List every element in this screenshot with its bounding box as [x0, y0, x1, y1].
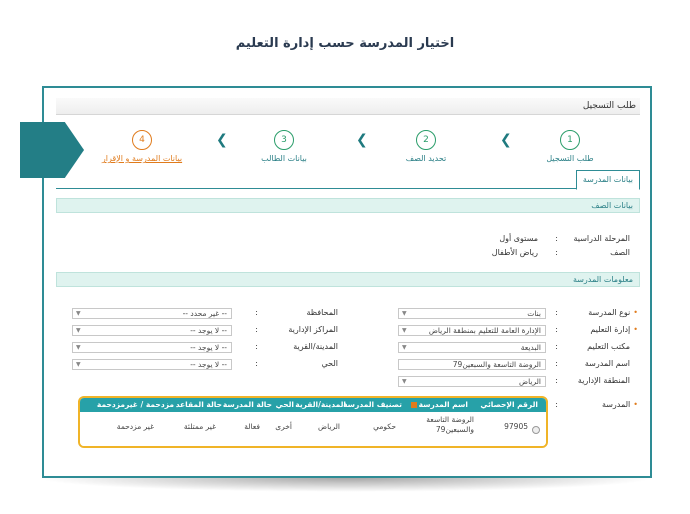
colon: : [255, 359, 258, 368]
step-2-label: تحديد الصف [405, 154, 447, 163]
colon: : [255, 342, 258, 351]
step-4-number: 4 [132, 130, 152, 150]
stage-value: مستوى أول [499, 234, 538, 243]
cell-school-status: فعالة [244, 422, 260, 431]
stage-label: المرحلة الدراسية [573, 234, 630, 243]
cell-school-name: الروضة التاسعة والسبعين79 [426, 415, 474, 434]
col-school-name[interactable] [411, 398, 468, 412]
step-1[interactable] [510, 130, 630, 163]
sort-icon [411, 402, 417, 408]
class-section-title: بيانات الصف [591, 201, 633, 210]
window-header [56, 98, 640, 115]
dropdown-arrow-icon: ▼ [402, 327, 407, 334]
colon: : [555, 400, 558, 409]
governorate-value: -- غير محدد -- [182, 309, 227, 318]
school-name-input[interactable] [398, 359, 546, 370]
col-school-status[interactable]: حالة المدرسة [222, 400, 272, 409]
cell-city: الرياض [318, 422, 340, 431]
edu-admin-select[interactable] [398, 325, 546, 336]
colon: : [555, 248, 558, 257]
window-title: طلب التسجيل [582, 101, 636, 111]
admin-centers-select[interactable] [72, 325, 232, 336]
city-label: المدينة/القرية [293, 342, 338, 351]
city-select[interactable] [72, 342, 232, 353]
chevron-left-icon: ❮ [356, 132, 368, 148]
dropdown-arrow-icon: ▼ [76, 310, 81, 317]
admin-region-select[interactable] [398, 376, 546, 387]
grade-value: رياض الأطفال [491, 248, 538, 257]
tab-school-data[interactable]: بيانات المدرسة [576, 170, 640, 190]
col-city[interactable]: المدينة/القرية [295, 400, 346, 409]
step-1-number: 1 [560, 130, 580, 150]
edu-office-value: البديعة [520, 343, 541, 352]
schools-grid [78, 396, 548, 448]
admin-region-label: المنطقة الإدارية [577, 376, 630, 385]
cell-seats-status: غير ممتلئة [183, 422, 216, 431]
district-select[interactable] [72, 359, 232, 370]
col-stat-number[interactable]: الرقم الإحصائي [480, 400, 538, 409]
dropdown-arrow-icon: ▼ [402, 378, 407, 385]
admin-centers-value: -- لا يوجد -- [190, 326, 227, 335]
school-type-select[interactable] [398, 308, 546, 319]
school-name-label: اسم المدرسة [584, 359, 630, 368]
step-4[interactable] [82, 130, 202, 163]
governorate-select[interactable] [72, 308, 232, 319]
table-row[interactable] [80, 412, 546, 446]
app-window [42, 86, 652, 478]
school-type-value: بنات [527, 309, 541, 318]
col-classification[interactable]: تصنيف المدرسة [343, 400, 402, 409]
page-caption: اختيار المدرسة حسب إدارة التعليم [235, 36, 455, 51]
governorate-label: المحافظة [306, 308, 338, 317]
colon: : [555, 359, 558, 368]
school-label: • المدرسة [602, 400, 638, 409]
cell-crowded: غير مزدحمة [116, 422, 154, 431]
grid-header [80, 398, 546, 412]
step-3-label: بيانات الطالب [261, 154, 307, 163]
district-label: الحي [321, 359, 338, 368]
step-3[interactable] [224, 130, 344, 163]
edu-admin-label: • إدارة التعليم [590, 325, 638, 334]
dropdown-arrow-icon: ▼ [76, 361, 81, 368]
grade-label: الصف [610, 248, 630, 257]
colon: : [555, 308, 558, 317]
district-value: -- لا يوجد -- [190, 360, 227, 369]
dropdown-arrow-icon: ▼ [76, 344, 81, 351]
cell-district: أخرى [275, 422, 292, 431]
cell-stat-number: 97905 [504, 422, 528, 431]
step-3-number: 3 [274, 130, 294, 150]
col-district[interactable]: الحي [275, 400, 294, 409]
dropdown-arrow-icon: ▼ [402, 310, 407, 317]
admin-centers-label: المراكز الإدارية [288, 325, 338, 334]
edu-admin-value: الإدارة العامة للتعليم بمنطقة الرياض [428, 326, 541, 335]
colon: : [555, 325, 558, 334]
chevron-left-icon: ❮ [500, 132, 512, 148]
colon: : [255, 325, 258, 334]
frame-shadow [36, 478, 656, 492]
col-seats-status[interactable]: حالة المقاعد [175, 400, 222, 409]
school-type-label: • نوع المدرسة [588, 308, 638, 317]
colon: : [555, 376, 558, 385]
step-2-number: 2 [416, 130, 436, 150]
step-1-label: طلب التسجيل [546, 154, 594, 163]
colon: : [555, 234, 558, 243]
step-2[interactable] [366, 130, 486, 163]
school-name-value: الروضة التاسعة والسبعين79 [452, 360, 541, 369]
city-value: -- لا يوجد -- [190, 343, 227, 352]
colon: : [555, 342, 558, 351]
step-4-label: بيانات المدرسة و الإقرار [101, 154, 183, 163]
dropdown-arrow-icon: ▼ [402, 344, 407, 351]
tab-bar [56, 170, 640, 189]
chevron-left-icon: ❮ [216, 132, 228, 148]
col-crowded[interactable]: مزدحمة / غيرمزدحمة [96, 400, 174, 409]
cell-classification: حكومي [373, 422, 396, 431]
school-section-title: معلومات المدرسة [572, 275, 633, 284]
school-section-header [56, 272, 640, 287]
dropdown-arrow-icon: ▼ [76, 327, 81, 334]
row-radio-button[interactable] [532, 426, 540, 434]
edu-office-select[interactable] [398, 342, 546, 353]
class-section-header [56, 198, 640, 213]
col-school-name-label: اسم المدرسة [418, 400, 468, 409]
colon: : [255, 308, 258, 317]
admin-region-value: الرياض [519, 377, 541, 386]
edu-office-label: مكتب التعليم [587, 342, 630, 351]
